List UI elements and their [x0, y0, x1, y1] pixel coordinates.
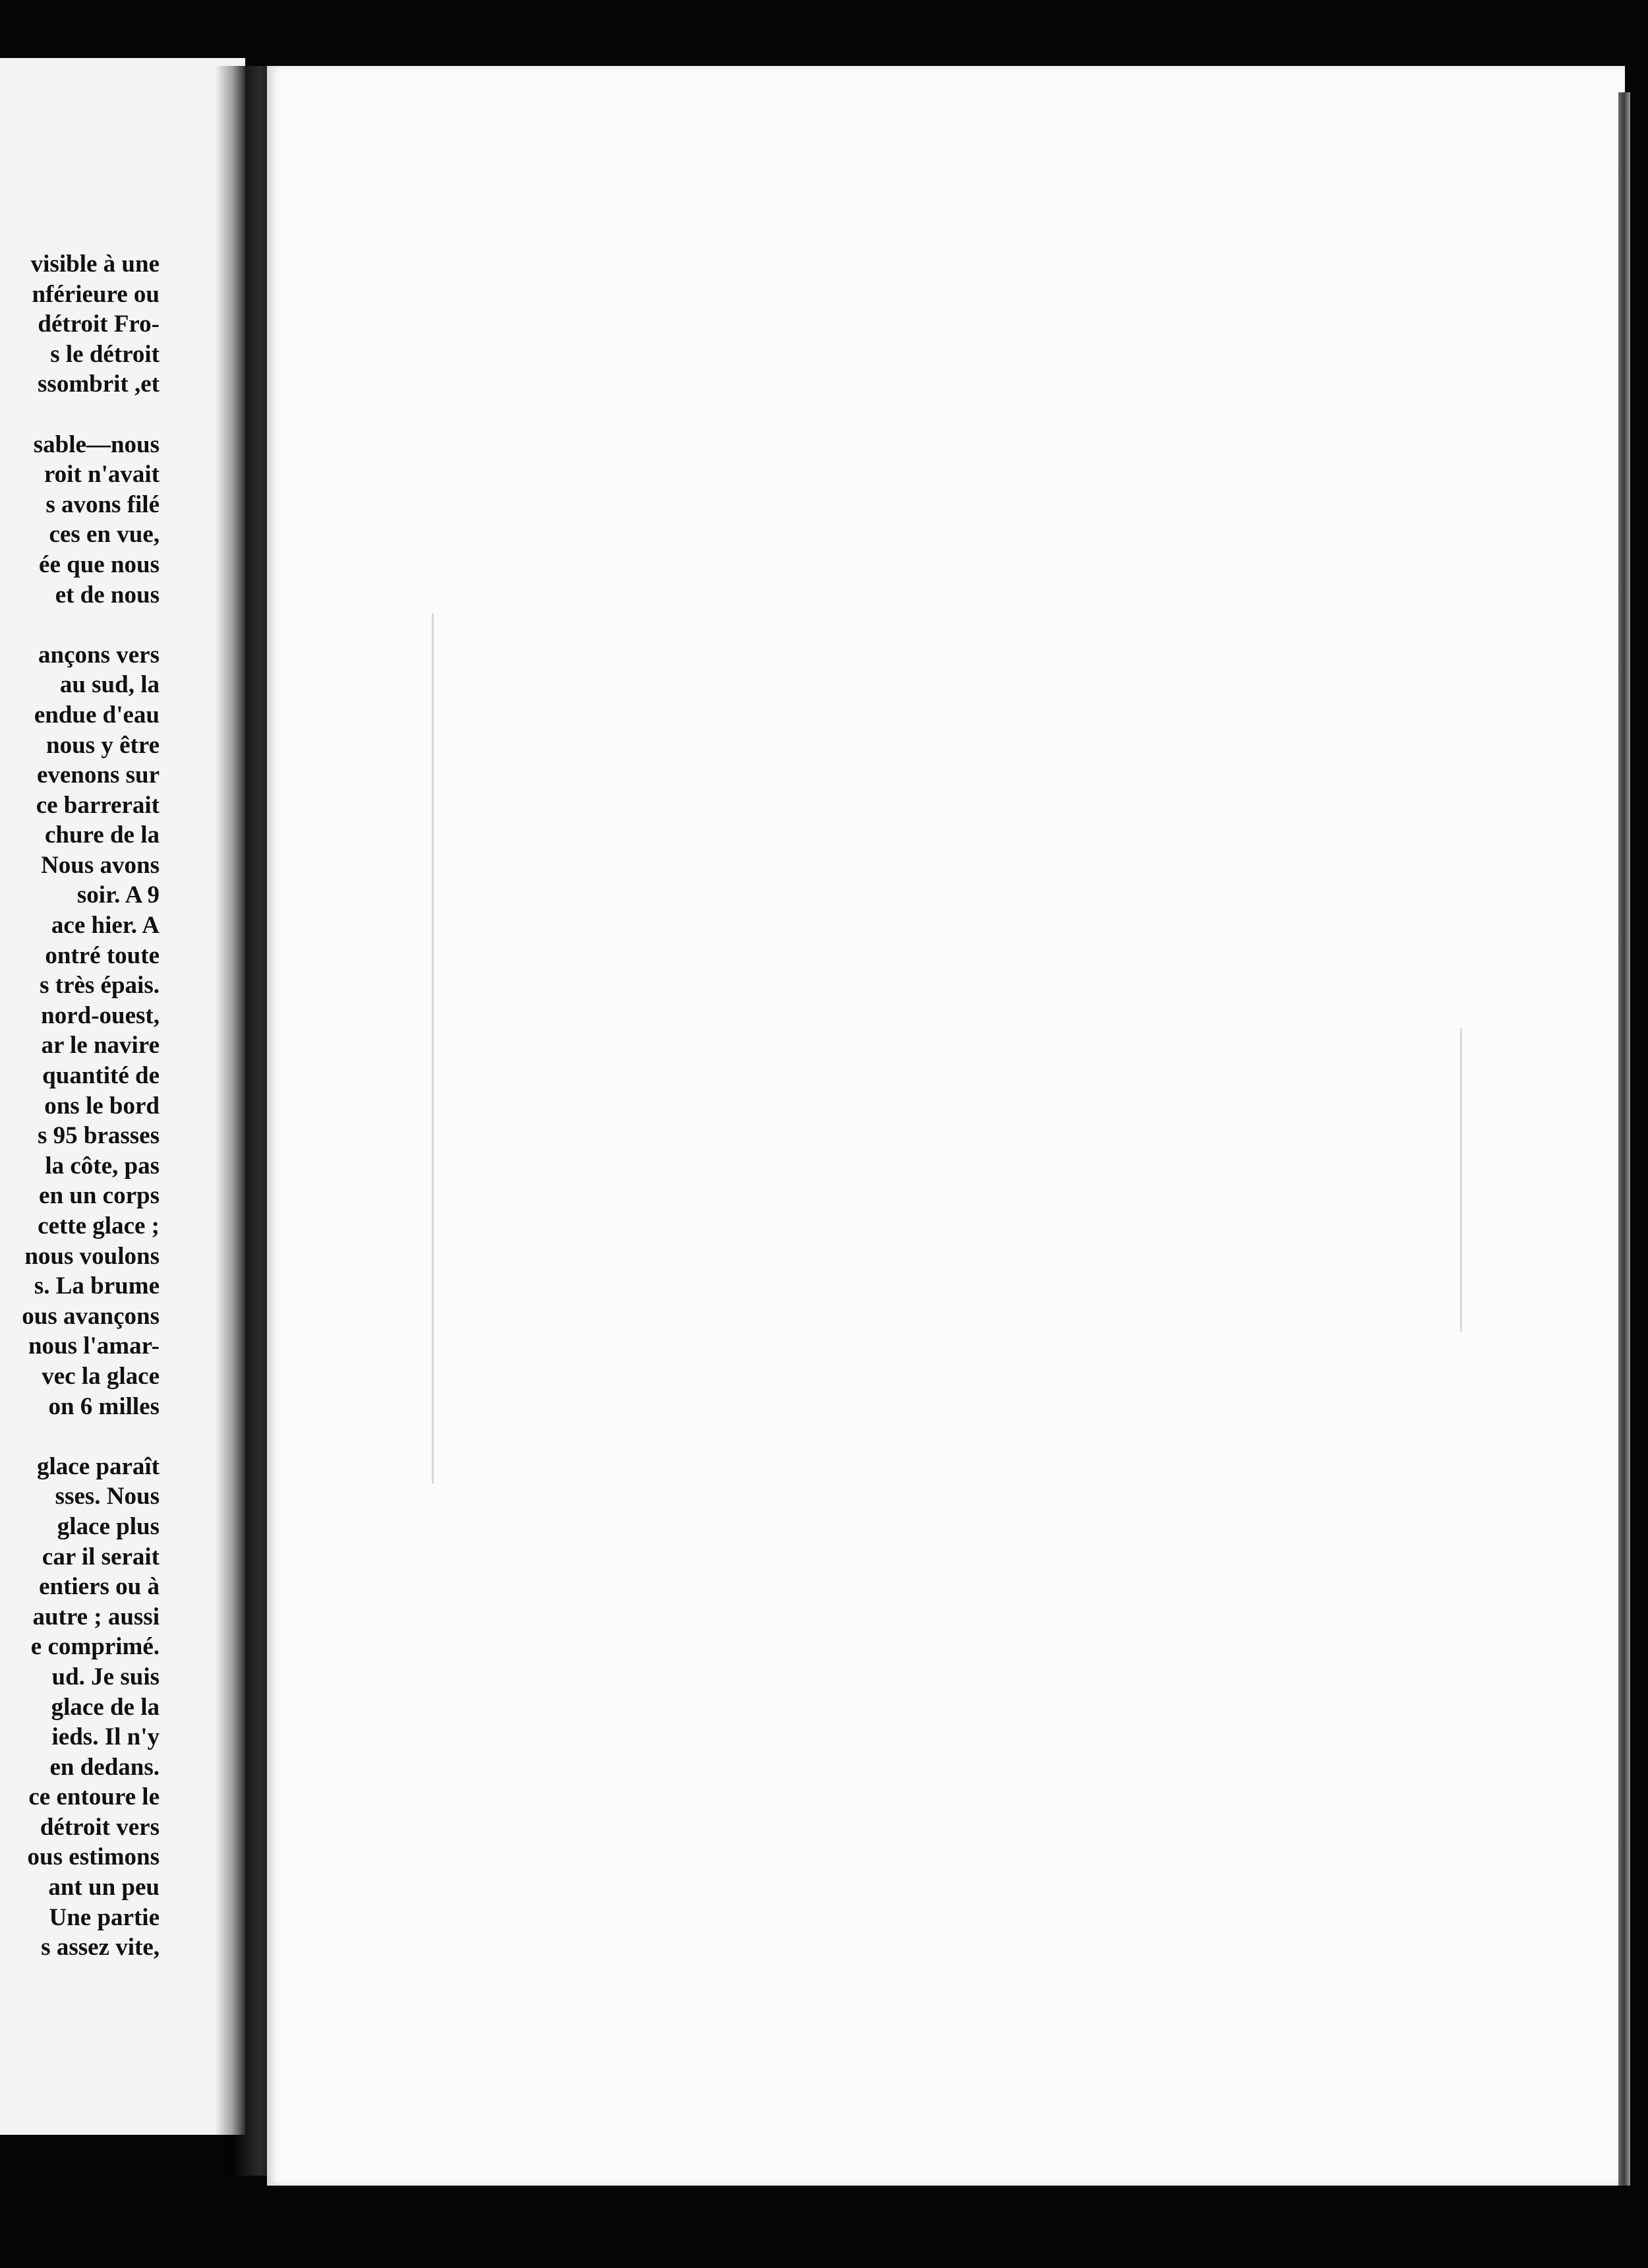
text-line: nous y être	[46, 731, 160, 759]
text-line: au sud, la	[59, 671, 160, 699]
text-line: nous voulons	[24, 1242, 160, 1270]
text-line: sable—nous	[33, 431, 160, 458]
text-line: s le détroit	[50, 340, 160, 368]
text-line: ous avançons	[22, 1302, 160, 1330]
page-stack-edge	[1618, 92, 1630, 2186]
text-line: en un corps	[39, 1182, 160, 1210]
faint-show-through-mark	[432, 613, 434, 1483]
text-line: visible à une	[30, 251, 160, 278]
paragraph-gap	[22, 400, 160, 430]
text-line: s avons filé	[45, 491, 160, 518]
text-line: ce entoure le	[28, 1783, 160, 1811]
text-line: ssombrit ,et	[38, 371, 160, 398]
text-line: ançons vers	[38, 641, 160, 669]
text-line: e comprimé.	[30, 1633, 160, 1661]
text-line: la côte, pas	[45, 1152, 160, 1179]
text-line: vec la glace	[42, 1362, 160, 1390]
left-page-text-column	[22, 249, 160, 1963]
text-line: détroit Fro-	[38, 311, 160, 338]
text-line: soir. A 9	[76, 881, 160, 909]
right-page-blank	[267, 66, 1625, 2186]
paragraph-gap	[22, 610, 160, 640]
text-line: evenons sur	[36, 761, 160, 789]
text-line: sses. Nous	[55, 1483, 160, 1510]
text-line: on 6 milles	[48, 1392, 160, 1420]
text-line: glace de la	[51, 1693, 160, 1721]
text-line: nférieure ou	[32, 280, 160, 308]
text-line: autre ; aussi	[32, 1603, 160, 1630]
text-line: ce barrerait	[36, 791, 160, 819]
text-line: Nous avons	[41, 851, 160, 879]
text-line: glace paraît	[37, 1452, 160, 1480]
text-line: s. La brume	[34, 1272, 160, 1300]
text-line: s assez vite,	[41, 1934, 160, 1961]
text-line: ces en vue,	[49, 521, 160, 549]
text-line: ant un peu	[48, 1874, 160, 1901]
text-line: quantité de	[42, 1062, 160, 1090]
faint-show-through-mark	[1460, 1029, 1462, 1332]
text-line: détroit vers	[40, 1813, 160, 1841]
left-page	[0, 58, 245, 2135]
text-line: ar le navire	[41, 1032, 160, 1059]
text-line: nord-ouest,	[41, 1001, 160, 1029]
text-line: glace plus	[57, 1512, 160, 1540]
text-line: ace hier. A	[51, 912, 160, 940]
text-line: endue d'eau	[34, 701, 160, 729]
text-line: Une partie	[49, 1903, 160, 1931]
text-line: cette glace ;	[38, 1212, 160, 1239]
text-line: ontré toute	[45, 941, 160, 969]
text-line: ée que nous	[39, 551, 160, 578]
paragraph-gap	[22, 1421, 160, 1452]
text-line: s 95 brasses	[37, 1122, 160, 1150]
text-line: car il serait	[42, 1543, 160, 1570]
text-line: en dedans.	[49, 1753, 160, 1781]
text-line: ons le bord	[44, 1092, 160, 1119]
book-gutter-shadow	[215, 66, 274, 2176]
text-line: nous l'amar-	[28, 1332, 160, 1360]
text-line: entiers ou à	[39, 1573, 160, 1601]
text-line: s très épais.	[40, 972, 160, 1000]
text-line: ous estimons	[27, 1843, 160, 1871]
text-line: ud. Je suis	[51, 1663, 160, 1690]
text-line: et de nous	[55, 581, 160, 609]
text-line: ieds. Il n'y	[51, 1723, 160, 1751]
text-line: roit n'avait	[44, 461, 160, 489]
text-line: chure de la	[44, 821, 160, 849]
